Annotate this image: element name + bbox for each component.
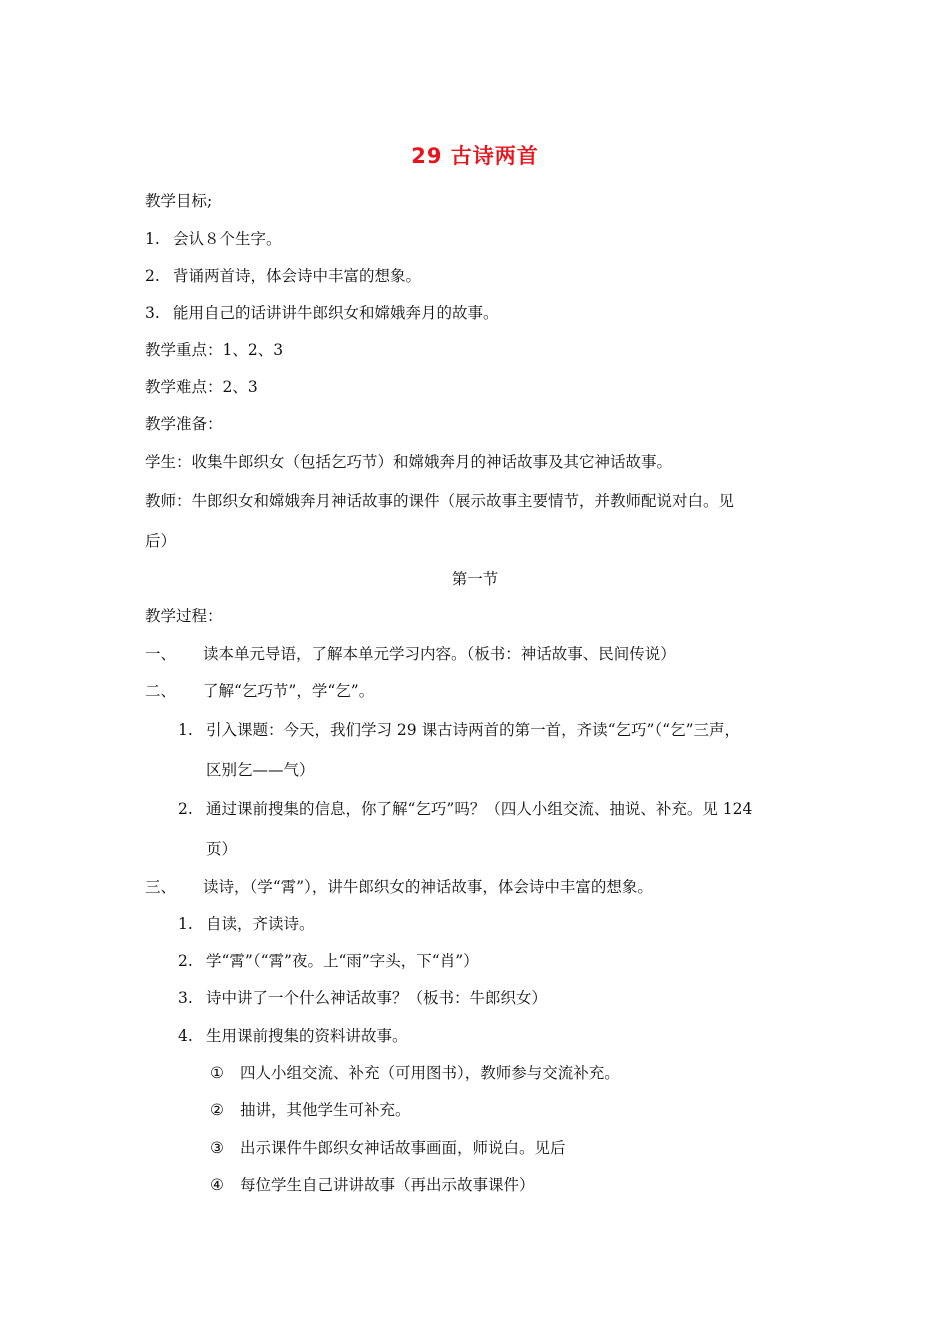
- sub-item-number: ④: [210, 1176, 224, 1194]
- step-three-item: [178, 913, 315, 935]
- step-three-item: [178, 950, 479, 972]
- step-three-item: [178, 987, 547, 1009]
- item-number: 1.: [178, 721, 193, 739]
- goal-number: 3.: [145, 304, 160, 322]
- item-number: 4.: [178, 1027, 193, 1045]
- step-number: 一、: [145, 645, 177, 663]
- item-number: 2.: [178, 952, 193, 970]
- item-text: 学“霄”（“霄”夜。上“雨”字头，下“肖”）: [206, 952, 479, 970]
- sub-item-text: 每位学生自己讲讲故事（再出示故事课件）: [240, 1176, 535, 1194]
- sub-item: [210, 1062, 620, 1084]
- goal-number: 1.: [145, 230, 160, 248]
- sub-item-number: ①: [210, 1064, 224, 1082]
- document-title: 29 古诗两首: [411, 144, 539, 168]
- goal-text: 会认８个生字。: [173, 230, 282, 248]
- item-number: 1.: [178, 915, 193, 933]
- step-two-item: [178, 719, 740, 741]
- step-one: [145, 643, 676, 665]
- step-three: [145, 876, 653, 898]
- sub-item-text: 四人小组交流、补充（可用图书），教师参与交流补充。: [240, 1064, 620, 1082]
- item-text: 生用课前搜集的资料讲故事。: [206, 1027, 408, 1045]
- prep-student: 学生：收集牛郎织女（包括乞巧节）和嫦娥奔月的神话故事及其它神话故事。: [145, 453, 673, 471]
- sub-item: [210, 1174, 535, 1196]
- step-text: 读诗，（学“霄”），讲牛郎织女的神话故事，体会诗中丰富的想象。: [203, 878, 653, 896]
- item-number: 3.: [178, 989, 193, 1007]
- goal-item: [145, 228, 282, 250]
- difficulties: 教学难点：2、3: [145, 378, 258, 396]
- key-points: 教学重点：1、2、3: [145, 341, 284, 359]
- step-number: 三、: [145, 878, 177, 896]
- sub-item-text: 抽讲，其他学生可补充。: [240, 1101, 411, 1119]
- prep-heading: 教学准备：: [145, 415, 223, 433]
- prep-teacher-continued: 后）: [145, 532, 177, 550]
- step-two: [145, 680, 374, 702]
- item-text: 诗中讲了一个什么神话故事？（板书：牛郎织女）: [206, 989, 548, 1007]
- sub-item-text: 出示课件牛郎织女神话故事画面，师说白。见后: [240, 1139, 566, 1157]
- goal-item: [145, 302, 499, 324]
- section-heading: 第一节: [451, 570, 499, 588]
- step-three-item: [178, 1025, 408, 1047]
- item-text: 通过课前搜集的信息，你了解“乞巧”吗？（四人小组交流、抽说、补充。见 124: [206, 800, 753, 818]
- step-text: 了解“乞巧节”，学“乞”。: [203, 682, 375, 700]
- sub-item: [210, 1137, 566, 1159]
- step-text: 读本单元导语，了解本单元学习内容。（板书：神话故事、民间传说）: [203, 645, 676, 663]
- step-two-item-continued: 页）: [206, 840, 238, 858]
- item-text: 引入课题：今天，我们学习 29 课古诗两首的第一首，齐读“乞巧”（“乞”三声，: [206, 721, 741, 739]
- sub-item-number: ③: [210, 1139, 224, 1157]
- goal-text: 背诵两首诗，体会诗中丰富的想象。: [173, 267, 422, 285]
- prep-teacher: 教师：牛郎织女和嫦娥奔月神话故事的课件（展示故事主要情节，并教师配说对白。见: [145, 492, 735, 510]
- item-text: 自读，齐读诗。: [206, 915, 315, 933]
- sub-item-number: ②: [210, 1101, 224, 1119]
- goal-item: [145, 265, 421, 287]
- goal-text: 能用自己的话讲讲牛郎织女和嫦娥奔月的故事。: [173, 304, 499, 322]
- step-two-item-continued: 区别乞——气）: [206, 761, 315, 779]
- goal-number: 2.: [145, 267, 160, 285]
- step-number: 二、: [145, 682, 177, 700]
- step-two-item: [178, 798, 752, 820]
- item-number: 2.: [178, 800, 193, 818]
- sub-item: [210, 1099, 411, 1121]
- process-heading: 教学过程：: [145, 607, 223, 625]
- goals-heading: 教学目标;: [145, 192, 213, 210]
